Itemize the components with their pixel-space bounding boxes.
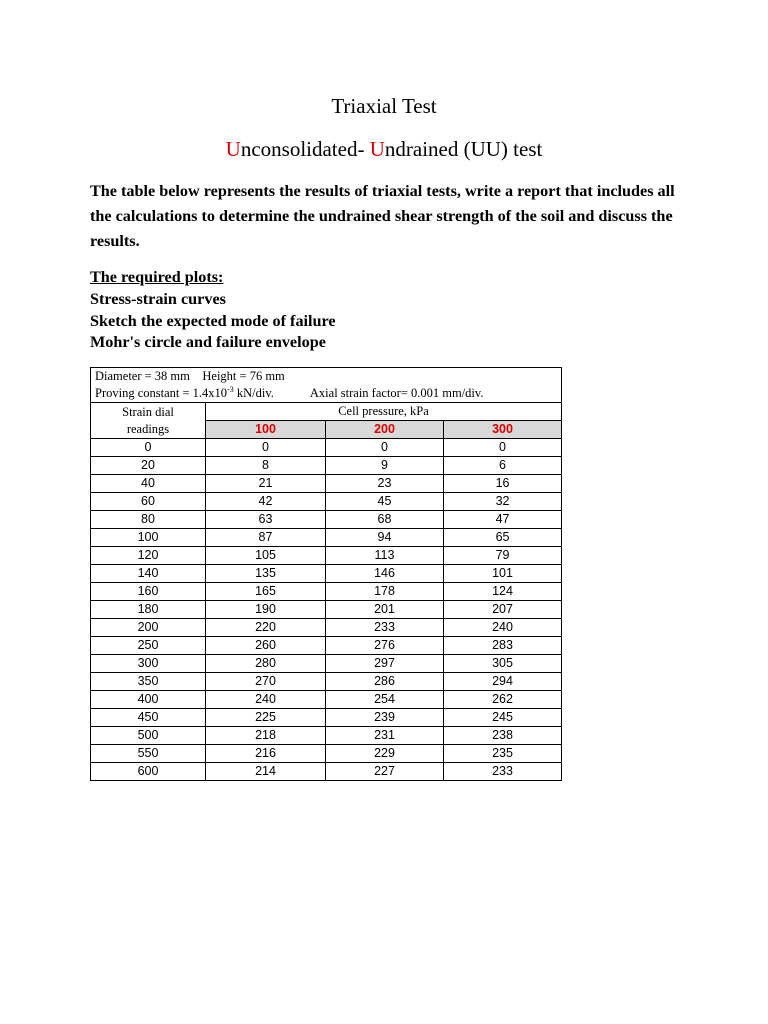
required-item: Sketch the expected mode of failure (90, 311, 336, 330)
dial-reading-cell: 165 (206, 583, 326, 601)
dial-reading-cell: 235 (444, 745, 562, 763)
dial-reading-cell: 229 (326, 745, 444, 763)
table-row (91, 727, 562, 745)
strain-reading-cell: 200 (91, 619, 206, 637)
dial-reading-cell: 216 (206, 745, 326, 763)
dial-reading-cell: 8 (206, 457, 326, 475)
strain-reading-cell: 250 (91, 637, 206, 655)
dial-reading-cell: 0 (206, 439, 326, 457)
dial-reading-cell: 65 (444, 529, 562, 547)
subtitle-part2: ndrained (UU) test (384, 137, 543, 161)
proving-constant-exponent: -3 (227, 384, 234, 394)
dial-reading-cell: 225 (206, 709, 326, 727)
table-row (91, 583, 562, 601)
dial-reading-cell: 113 (326, 547, 444, 565)
strain-header-line2: readings (126, 421, 170, 436)
dial-reading-cell: 233 (444, 763, 562, 781)
dial-reading-cell: 0 (326, 439, 444, 457)
dial-reading-cell: 16 (444, 475, 562, 493)
required-plots-heading: The required plots: (90, 268, 224, 286)
dial-reading-cell: 231 (326, 727, 444, 745)
dial-reading-cell: 0 (444, 439, 562, 457)
axial-strain-factor: Axial strain factor= 0.001 mm/div. (309, 386, 484, 400)
table-row (91, 673, 562, 691)
dial-reading-cell: 6 (444, 457, 562, 475)
dial-reading-cell: 294 (444, 673, 562, 691)
strain-reading-cell: 600 (91, 763, 206, 781)
cell-pressure-header: Cell pressure, kPa (206, 403, 562, 421)
table-info-cell (91, 368, 562, 403)
dial-reading-cell: 45 (326, 493, 444, 511)
table-row (91, 745, 562, 763)
dial-reading-cell: 240 (206, 691, 326, 709)
subtitle-letter-u1: U (225, 137, 241, 161)
dial-reading-cell: 146 (326, 565, 444, 583)
intro-paragraph: The table below represents the results of triaxial tests, write a report that includes all the calculations to determine the undrained shear strength of the soil and discuss the results. (90, 182, 675, 250)
dial-reading-cell: 135 (206, 565, 326, 583)
strain-reading-cell: 160 (91, 583, 206, 601)
dial-reading-cell: 101 (444, 565, 562, 583)
dial-reading-cell: 286 (326, 673, 444, 691)
table-row (91, 493, 562, 511)
strain-reading-cell: 450 (91, 709, 206, 727)
strain-reading-cell: 80 (91, 511, 206, 529)
dial-reading-cell: 105 (206, 547, 326, 565)
strain-reading-cell: 550 (91, 745, 206, 763)
strain-reading-cell: 100 (91, 529, 206, 547)
table-row (91, 763, 562, 781)
strain-header (91, 403, 206, 439)
dial-reading-cell: 79 (444, 547, 562, 565)
strain-header-line1: Strain dial (122, 404, 174, 419)
dial-reading-cell: 297 (326, 655, 444, 673)
strain-reading-cell: 20 (91, 457, 206, 475)
proving-constant-unit: kN/div. (233, 386, 274, 400)
dial-reading-cell: 233 (326, 619, 444, 637)
table-row (91, 637, 562, 655)
dial-reading-cell: 220 (206, 619, 326, 637)
dial-reading-cell: 21 (206, 475, 326, 493)
strain-reading-cell: 180 (91, 601, 206, 619)
proving-constant-text: Proving constant = 1.4x10 (95, 386, 228, 400)
dial-reading-cell: 240 (444, 619, 562, 637)
table-header-row (91, 403, 562, 421)
dial-reading-cell: 270 (206, 673, 326, 691)
dial-reading-cell: 280 (206, 655, 326, 673)
required-item: Mohr's circle and failure envelope (90, 333, 326, 351)
strain-reading-cell: 300 (91, 655, 206, 673)
table-row (91, 511, 562, 529)
dial-reading-cell: 9 (326, 457, 444, 475)
table-row (91, 457, 562, 475)
dial-reading-cell: 245 (444, 709, 562, 727)
table-row (91, 601, 562, 619)
results-table (90, 367, 562, 781)
dial-reading-cell: 42 (206, 493, 326, 511)
dial-reading-cell: 207 (444, 601, 562, 619)
dial-reading-cell: 214 (206, 763, 326, 781)
strain-reading-cell: 120 (91, 547, 206, 565)
table-row (91, 475, 562, 493)
dial-reading-cell: 227 (326, 763, 444, 781)
required-plots-list (90, 289, 690, 354)
dial-reading-cell: 254 (326, 691, 444, 709)
info-constants (95, 385, 561, 402)
strain-reading-cell: 40 (91, 475, 206, 493)
pressure-100: 100 (206, 421, 326, 439)
strain-reading-cell: 140 (91, 565, 206, 583)
subtitle-part1: nconsolidated- (240, 137, 370, 161)
info-diameter-height: Diameter = 38 mm Height = 76 mm (95, 369, 285, 383)
pressure-200: 200 (326, 421, 444, 439)
dial-reading-cell: 94 (326, 529, 444, 547)
dial-reading-cell: 124 (444, 583, 562, 601)
table-row (91, 691, 562, 709)
table-row (91, 565, 562, 583)
dial-reading-cell: 218 (206, 727, 326, 745)
strain-reading-cell: 0 (91, 439, 206, 457)
dial-reading-cell: 32 (444, 493, 562, 511)
page-title: Triaxial Test (331, 94, 437, 118)
table-row (91, 619, 562, 637)
dial-reading-cell: 87 (206, 529, 326, 547)
page-subtitle (0, 137, 768, 162)
dial-reading-cell: 260 (206, 637, 326, 655)
dial-reading-cell: 63 (206, 511, 326, 529)
dial-reading-cell: 276 (326, 637, 444, 655)
dial-reading-cell: 201 (326, 601, 444, 619)
table-row (91, 655, 562, 673)
table-row (91, 529, 562, 547)
strain-reading-cell: 60 (91, 493, 206, 511)
required-item: Stress-strain curves (90, 290, 226, 308)
table-row (91, 547, 562, 565)
dial-reading-cell: 190 (206, 601, 326, 619)
dial-reading-cell: 68 (326, 511, 444, 529)
dial-reading-cell: 238 (444, 727, 562, 745)
dial-reading-cell: 178 (326, 583, 444, 601)
dial-reading-cell: 262 (444, 691, 562, 709)
strain-reading-cell: 500 (91, 727, 206, 745)
strain-reading-cell: 400 (91, 691, 206, 709)
dial-reading-cell: 305 (444, 655, 562, 673)
pressure-300: 300 (444, 421, 562, 439)
table-info-row (91, 368, 562, 403)
strain-reading-cell: 350 (91, 673, 206, 691)
table-row (91, 709, 562, 727)
dial-reading-cell: 23 (326, 475, 444, 493)
subtitle-letter-u2: U (369, 137, 385, 161)
dial-reading-cell: 239 (326, 709, 444, 727)
table-row (91, 439, 562, 457)
dial-reading-cell: 283 (444, 637, 562, 655)
dial-reading-cell: 47 (444, 511, 562, 529)
